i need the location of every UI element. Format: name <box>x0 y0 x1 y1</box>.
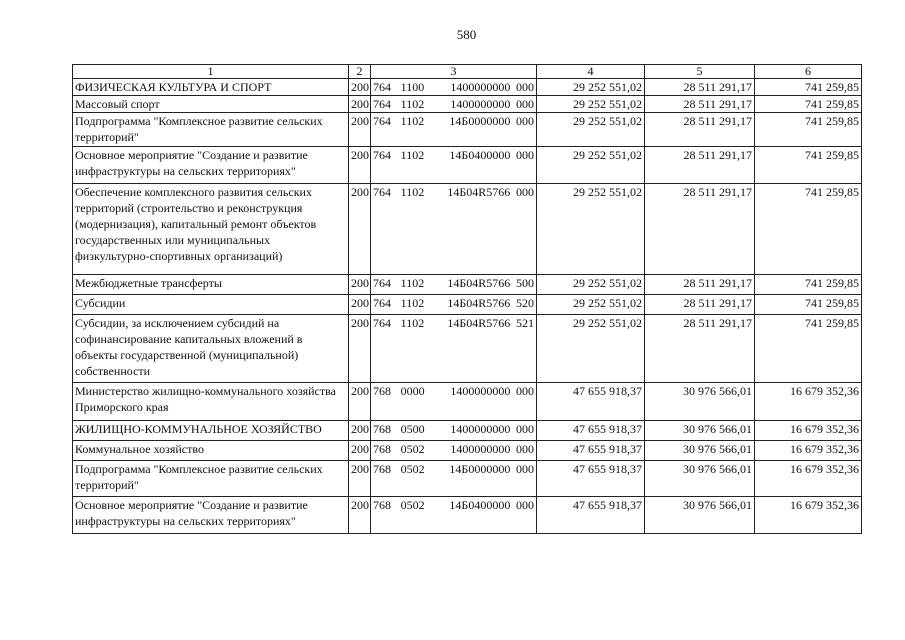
code-type: 000 <box>515 442 534 456</box>
code-ministry: 764 <box>373 148 391 162</box>
row-code <box>371 295 537 315</box>
code-target: 1400000000 <box>450 80 511 94</box>
code-type: 000 <box>515 114 534 128</box>
row-col-5: 30 976 566,01 <box>645 461 755 497</box>
row-col-4: 47 655 918,37 <box>537 421 645 441</box>
code-type: 500 <box>515 276 534 290</box>
row-name: Основное мероприятие "Создание и развитие инфраструктуры на сельских территориях" <box>73 147 349 184</box>
row-col-4: 29 252 551,02 <box>537 79 645 96</box>
row-col-5: 28 511 291,17 <box>645 79 755 96</box>
row-col-4: 29 252 551,02 <box>537 113 645 147</box>
table-row <box>73 147 862 184</box>
row-name: Коммунальное хозяйство <box>73 441 349 461</box>
row-name: ФИЗИЧЕСКАЯ КУЛЬТУРА И СПОРТ <box>73 79 349 96</box>
row-col-2: 200 <box>349 113 371 147</box>
row-col-2: 200 <box>349 315 371 383</box>
row-code <box>371 315 537 383</box>
row-col-2: 200 <box>349 275 371 295</box>
page-number: 580 <box>456 27 477 42</box>
row-col-4: 47 655 918,37 <box>537 441 645 461</box>
row-code <box>371 461 537 497</box>
code-target: 14Б0000000 <box>449 114 511 128</box>
row-col-6: 16 679 352,36 <box>755 383 862 421</box>
code-type: 000 <box>515 384 534 398</box>
row-col-2: 200 <box>349 441 371 461</box>
row-code <box>371 147 537 184</box>
code-type: 000 <box>515 80 534 94</box>
row-name: ЖИЛИЩНО-КОММУНАЛЬНОЕ ХОЗЯЙСТВО <box>73 421 349 441</box>
row-code <box>371 79 537 96</box>
header-col-3: 3 <box>371 65 537 79</box>
code-type: 000 <box>515 185 534 199</box>
row-code <box>371 184 537 275</box>
code-type: 520 <box>515 296 534 310</box>
row-name: Министерство жилищно-коммунального хозяйства Приморского края <box>73 383 349 421</box>
code-target: 14Б0400000 <box>449 148 511 162</box>
table-row <box>73 113 862 147</box>
row-col-4: 29 252 551,02 <box>537 275 645 295</box>
code-section: 1102 <box>400 276 425 290</box>
row-col-6: 741 259,85 <box>755 275 862 295</box>
row-col-4: 29 252 551,02 <box>537 147 645 184</box>
code-type: 000 <box>515 498 534 512</box>
row-col-5: 30 976 566,01 <box>645 441 755 461</box>
row-col-5: 28 511 291,17 <box>645 295 755 315</box>
code-section: 0500 <box>400 422 425 436</box>
row-name: Основное мероприятие "Создание и развитие инфраструктуры на сельских территориях" <box>73 497 349 534</box>
code-type: 000 <box>515 97 534 111</box>
row-col-6: 741 259,85 <box>755 79 862 96</box>
code-ministry: 764 <box>373 80 391 94</box>
row-col-6: 741 259,85 <box>755 295 862 315</box>
row-code <box>371 441 537 461</box>
row-name: Субсидии, за исключением субсидий на софинансирование капитальных вложений в объекты государственной (муниципальной) собственности <box>73 315 349 383</box>
row-code <box>371 96 537 113</box>
row-code <box>371 113 537 147</box>
header-col-5: 5 <box>645 65 755 79</box>
row-code <box>371 383 537 421</box>
code-target: 1400000000 <box>450 442 511 456</box>
budget-table <box>72 64 862 534</box>
code-ministry: 768 <box>373 422 391 436</box>
code-target: 14Б0400000 <box>449 498 511 512</box>
row-col-5: 28 511 291,17 <box>645 184 755 275</box>
code-target: 14Б04R5766 <box>447 296 511 310</box>
table-row <box>73 275 862 295</box>
code-section: 1102 <box>400 114 425 128</box>
code-target: 14Б04R5766 <box>447 316 511 330</box>
row-col-6: 16 679 352,36 <box>755 461 862 497</box>
row-col-2: 200 <box>349 184 371 275</box>
code-ministry: 764 <box>373 296 391 310</box>
row-col-4: 29 252 551,02 <box>537 295 645 315</box>
code-ministry: 764 <box>373 316 391 330</box>
code-section: 0000 <box>400 384 425 398</box>
row-name: Подпрограмма "Комплексное развитие сельских территорий" <box>73 461 349 497</box>
code-ministry: 764 <box>373 114 391 128</box>
table-row <box>73 315 862 383</box>
row-name: Межбюджетные трансферты <box>73 275 349 295</box>
row-name: Массовый спорт <box>73 96 349 113</box>
row-col-6: 741 259,85 <box>755 113 862 147</box>
row-col-4: 47 655 918,37 <box>537 383 645 421</box>
row-col-6: 741 259,85 <box>755 96 862 113</box>
table-row <box>73 383 862 421</box>
row-col-5: 30 976 566,01 <box>645 421 755 441</box>
code-target: 14Б04R5766 <box>447 276 511 290</box>
row-col-6: 741 259,85 <box>755 315 862 383</box>
row-col-5: 28 511 291,17 <box>645 315 755 383</box>
code-ministry: 768 <box>373 462 391 476</box>
code-ministry: 764 <box>373 276 391 290</box>
row-code <box>371 275 537 295</box>
table-row <box>73 421 862 441</box>
code-ministry: 768 <box>373 442 391 456</box>
table-row <box>73 461 862 497</box>
header-col-1: 1 <box>73 65 349 79</box>
row-col-2: 200 <box>349 79 371 96</box>
row-col-2: 200 <box>349 461 371 497</box>
row-col-5: 28 511 291,17 <box>645 113 755 147</box>
row-name: Подпрограмма "Комплексное развитие сельских территорий" <box>73 113 349 147</box>
row-col-5: 30 976 566,01 <box>645 497 755 534</box>
code-section: 0502 <box>400 442 425 456</box>
code-section: 1102 <box>400 296 425 310</box>
code-section: 1102 <box>400 185 425 199</box>
header-col-6: 6 <box>755 65 862 79</box>
row-col-2: 200 <box>349 383 371 421</box>
row-col-5: 30 976 566,01 <box>645 383 755 421</box>
table-row <box>73 184 862 275</box>
code-target: 1400000000 <box>450 384 511 398</box>
header-col-4: 4 <box>537 65 645 79</box>
row-col-6: 16 679 352,36 <box>755 421 862 441</box>
code-type: 000 <box>515 422 534 436</box>
row-col-2: 200 <box>349 497 371 534</box>
row-name: Обеспечение комплексного развития сельских территорий (строительство и реконструкция (модернизация), капитальный ремонт объектов государственных или муниципальных физкультурно-спортивных организаций) <box>73 184 349 275</box>
code-type: 000 <box>515 148 534 162</box>
code-section: 1102 <box>400 148 425 162</box>
code-section: 1100 <box>400 80 425 94</box>
code-target: 1400000000 <box>450 97 511 111</box>
code-section: 0502 <box>400 462 425 476</box>
code-ministry: 764 <box>373 185 391 199</box>
row-col-5: 28 511 291,17 <box>645 275 755 295</box>
code-ministry: 764 <box>373 97 391 111</box>
code-type: 521 <box>515 316 534 330</box>
code-section: 1102 <box>400 97 425 111</box>
row-col-2: 200 <box>349 147 371 184</box>
row-col-6: 741 259,85 <box>755 184 862 275</box>
row-col-4: 29 252 551,02 <box>537 96 645 113</box>
row-col-4: 47 655 918,37 <box>537 497 645 534</box>
code-type: 000 <box>515 462 534 476</box>
code-target: 14Б0000000 <box>449 462 511 476</box>
code-ministry: 768 <box>373 498 391 512</box>
table-row <box>73 96 862 113</box>
table-row <box>73 295 862 315</box>
header-row <box>73 65 862 79</box>
code-section: 0502 <box>400 498 425 512</box>
table-row <box>73 497 862 534</box>
row-col-5: 28 511 291,17 <box>645 96 755 113</box>
code-target: 14Б04R5766 <box>447 185 511 199</box>
table-row <box>73 79 862 96</box>
row-col-4: 29 252 551,02 <box>537 184 645 275</box>
table-row <box>73 441 862 461</box>
row-col-4: 29 252 551,02 <box>537 315 645 383</box>
code-target: 1400000000 <box>450 422 511 436</box>
row-name: Субсидии <box>73 295 349 315</box>
row-col-6: 16 679 352,36 <box>755 497 862 534</box>
row-col-4: 47 655 918,37 <box>537 461 645 497</box>
row-col-2: 200 <box>349 421 371 441</box>
row-code <box>371 497 537 534</box>
code-ministry: 768 <box>373 384 391 398</box>
row-col-6: 16 679 352,36 <box>755 441 862 461</box>
row-col-2: 200 <box>349 96 371 113</box>
row-col-2: 200 <box>349 295 371 315</box>
header-col-2: 2 <box>349 65 371 79</box>
row-code <box>371 421 537 441</box>
row-col-6: 741 259,85 <box>755 147 862 184</box>
row-col-5: 28 511 291,17 <box>645 147 755 184</box>
code-section: 1102 <box>400 316 425 330</box>
